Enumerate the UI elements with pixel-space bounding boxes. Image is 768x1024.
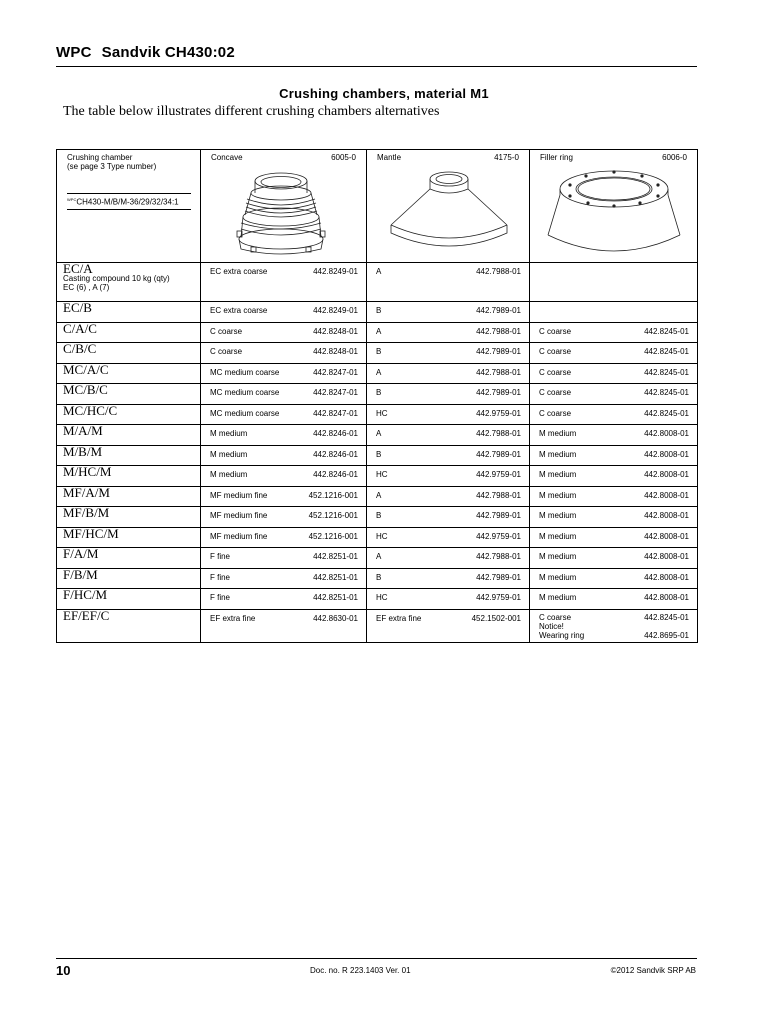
filler-cell xyxy=(530,404,698,425)
filler-ring-illustration xyxy=(540,167,688,259)
header-concave-label: Concave xyxy=(211,153,243,162)
concave-cell xyxy=(201,425,367,446)
table-row xyxy=(57,363,698,384)
filler-type: C coarse xyxy=(539,347,572,356)
concave-part-number: 442.8249-01 xyxy=(313,306,358,315)
document-number: Doc. no. R 223.1403 Ver. 01 xyxy=(310,966,411,975)
casting-compound-qty: EC (6) , A (7) xyxy=(63,283,110,292)
mantle-part-number: 442.7989-01 xyxy=(476,388,521,397)
concave-part-number: 442.8246-01 xyxy=(313,449,358,459)
concave-type: C coarse xyxy=(210,326,243,336)
filler-type: C coarse xyxy=(539,612,572,622)
chamber-code: MC/HC/C xyxy=(63,402,118,418)
chamber-code-cell xyxy=(57,343,201,364)
table-row xyxy=(57,548,698,569)
concave-type: EC extra coarse xyxy=(210,267,268,276)
mantle-part-number: 442.7989-01 xyxy=(476,347,521,356)
chamber-code: MF/HC/M xyxy=(63,525,119,541)
filler-type: M medium xyxy=(539,552,577,561)
type-number xyxy=(67,193,191,210)
mantle-type: B xyxy=(376,306,382,315)
concave-part-number: 442.8246-01 xyxy=(313,429,358,438)
concave-part-number: 452.1216-001 xyxy=(308,490,358,500)
page-title: Crushing chambers, material M1 xyxy=(279,86,489,101)
mantle-cell xyxy=(367,548,530,569)
filler-notice: Notice! xyxy=(539,621,564,631)
chamber-code-cell xyxy=(57,609,201,642)
concave-cell xyxy=(201,486,367,507)
mantle-part-number: 442.7988-01 xyxy=(476,367,521,377)
table-row xyxy=(57,589,698,610)
header-mantle-cell xyxy=(367,150,530,263)
filler-part-number: 442.8245-01 xyxy=(644,326,689,336)
mantle-type: HC xyxy=(376,470,388,479)
mantle-illustration xyxy=(377,167,522,259)
chamber-code: M/B/M xyxy=(63,443,103,459)
mantle-cell xyxy=(367,363,530,384)
concave-cell xyxy=(201,363,367,384)
chamber-code-cell xyxy=(57,404,201,425)
mantle-part-number: 442.9759-01 xyxy=(476,531,521,541)
filler-type: M medium xyxy=(539,429,577,438)
table-row xyxy=(57,263,698,302)
filler-type: M medium xyxy=(539,593,577,602)
header-rule xyxy=(56,66,697,67)
filler-part-number: 442.8008-01 xyxy=(644,552,689,561)
concave-type: M medium xyxy=(210,429,248,438)
concave-type: EF extra fine xyxy=(210,613,256,623)
concave-type: EC extra coarse xyxy=(210,306,268,315)
mantle-cell xyxy=(367,609,530,642)
table-header-row xyxy=(57,150,698,263)
filler-type: M medium xyxy=(539,511,577,520)
concave-part-number: 442.8249-01 xyxy=(313,267,358,276)
filler-type: C coarse xyxy=(539,388,572,397)
mantle-part-number: 442.7988-01 xyxy=(476,429,521,438)
header-concave-cell xyxy=(201,150,367,263)
filler-cell xyxy=(530,507,698,528)
mantle-type: A xyxy=(376,367,382,377)
mantle-part-number: 442.7988-01 xyxy=(476,490,521,500)
filler-part-number: 442.8008-01 xyxy=(644,511,689,520)
chamber-code: MF/A/M xyxy=(63,484,110,500)
concave-cell xyxy=(201,302,367,323)
concave-part-number: 442.8248-01 xyxy=(313,347,358,356)
footer-rule xyxy=(56,958,697,959)
concave-part-number: 442.8246-01 xyxy=(313,470,358,479)
concave-type: F fine xyxy=(210,552,231,561)
filler-cell xyxy=(530,548,698,569)
concave-cell xyxy=(201,404,367,425)
chamber-code-cell xyxy=(57,486,201,507)
filler-part-number: 442.8245-01 xyxy=(644,347,689,356)
mantle-cell xyxy=(367,466,530,487)
chamber-code-cell xyxy=(57,263,201,302)
mantle-type: B xyxy=(376,347,382,356)
concave-type: MC medium coarse xyxy=(210,367,280,377)
filler-part-number: 442.8245-01 xyxy=(644,388,689,397)
chamber-code: F/B/M xyxy=(63,566,98,582)
chamber-code: M/A/M xyxy=(63,423,103,438)
header-model: Sandvik CH430:02 xyxy=(101,44,235,61)
concave-type: F fine xyxy=(210,593,231,602)
header-concave-number: 6005-0 xyxy=(331,153,356,162)
table-row xyxy=(57,507,698,528)
table-row xyxy=(57,609,698,642)
mantle-cell xyxy=(367,384,530,405)
mantle-type: HC xyxy=(376,593,388,602)
wearing-ring-label: Wearing ring xyxy=(539,630,585,640)
type-number-prefix: WPC xyxy=(67,197,77,202)
wearing-ring-part-number: 442.8695-01 xyxy=(644,630,689,640)
filler-type: C coarse xyxy=(539,326,572,336)
header-chamber-label: Crushing chamber xyxy=(67,153,133,162)
filler-part-number: 442.8008-01 xyxy=(644,490,689,500)
page-header xyxy=(56,44,235,61)
mantle-type: A xyxy=(376,267,382,276)
concave-type: M medium xyxy=(210,449,248,459)
filler-type: M medium xyxy=(539,449,577,459)
table-row xyxy=(57,425,698,446)
concave-type: C coarse xyxy=(210,347,243,356)
filler-part-number: 442.8008-01 xyxy=(644,593,689,602)
filler-type: C coarse xyxy=(539,367,572,377)
filler-cell xyxy=(530,609,698,642)
header-filler-cell xyxy=(530,150,698,263)
concave-type: F fine xyxy=(210,572,231,582)
type-number-value: CH430-M/B/M-36/29/32/34:1 xyxy=(76,197,179,207)
mantle-part-number: 442.7988-01 xyxy=(476,326,521,336)
concave-type: MF medium fine xyxy=(210,490,268,500)
table-row xyxy=(57,343,698,364)
chamber-code: F/HC/M xyxy=(63,587,108,602)
mantle-type: B xyxy=(376,572,382,582)
mantle-cell xyxy=(367,507,530,528)
concave-cell xyxy=(201,548,367,569)
chamber-code-cell xyxy=(57,363,201,384)
concave-cell xyxy=(201,609,367,642)
concave-type: MF medium fine xyxy=(210,531,268,541)
chamber-code-cell xyxy=(57,302,201,323)
header-chamber-ref: (se page 3 Type number) xyxy=(67,162,157,171)
table-row xyxy=(57,404,698,425)
filler-cell xyxy=(530,589,698,610)
concave-part-number: 442.8251-01 xyxy=(313,572,358,582)
filler-part-number: 442.8008-01 xyxy=(644,531,689,541)
filler-part-number: 442.8008-01 xyxy=(644,449,689,459)
filler-part-number: 442.8008-01 xyxy=(644,429,689,438)
header-mantle-number: 4175-0 xyxy=(494,153,519,162)
concave-cell xyxy=(201,589,367,610)
table-row xyxy=(57,322,698,343)
concave-cell xyxy=(201,384,367,405)
concave-part-number: 452.1216-001 xyxy=(308,511,358,520)
chamber-code-cell xyxy=(57,507,201,528)
concave-type: MC medium coarse xyxy=(210,408,280,418)
filler-cell xyxy=(530,302,698,323)
concave-part-number: 442.8248-01 xyxy=(313,326,358,336)
concave-type: MC medium coarse xyxy=(210,388,280,397)
concave-cell xyxy=(201,322,367,343)
filler-cell xyxy=(530,322,698,343)
mantle-cell xyxy=(367,589,530,610)
concave-part-number: 452.1216-001 xyxy=(308,531,358,541)
crushing-chambers-table xyxy=(56,149,698,643)
filler-cell xyxy=(530,384,698,405)
mantle-type: A xyxy=(376,429,382,438)
header-brand: WPC xyxy=(56,44,92,61)
table-row xyxy=(57,302,698,323)
mantle-type: B xyxy=(376,449,382,459)
concave-part-number: 442.8247-01 xyxy=(313,388,358,397)
filler-cell xyxy=(530,527,698,548)
chamber-code-cell xyxy=(57,466,201,487)
filler-type: C coarse xyxy=(539,408,572,418)
table-row xyxy=(57,486,698,507)
mantle-cell xyxy=(367,302,530,323)
mantle-part-number: 442.7989-01 xyxy=(476,306,521,315)
intro-text: The table below illustrates different crushing chambers alternatives xyxy=(63,104,440,119)
concave-cell xyxy=(201,343,367,364)
mantle-part-number: 452.1502-001 xyxy=(471,613,521,623)
copyright: ©2012 Sandvik SRP AB xyxy=(610,966,696,975)
chamber-code: M/HC/M xyxy=(63,464,112,479)
mantle-part-number: 442.9759-01 xyxy=(476,408,521,418)
concave-part-number: 442.8247-01 xyxy=(313,408,358,418)
concave-cell xyxy=(201,507,367,528)
chamber-code-cell xyxy=(57,548,201,569)
mantle-cell xyxy=(367,445,530,466)
chamber-code: C/B/C xyxy=(63,341,97,356)
concave-cell xyxy=(201,445,367,466)
chamber-code: MF/B/M xyxy=(63,505,110,520)
filler-cell xyxy=(530,486,698,507)
mantle-part-number: 442.7989-01 xyxy=(476,511,521,520)
chamber-code: MC/B/C xyxy=(63,382,108,397)
chamber-code: F/A/M xyxy=(63,546,99,561)
chamber-code: MC/A/C xyxy=(63,361,109,377)
filler-part-number: 442.8008-01 xyxy=(644,572,689,582)
chamber-code-cell xyxy=(57,322,201,343)
filler-type: M medium xyxy=(539,470,577,479)
header-filler-label: Filler ring xyxy=(540,153,573,162)
concave-cell xyxy=(201,263,367,302)
filler-part-number: 442.8245-01 xyxy=(644,367,689,377)
mantle-type: HC xyxy=(376,408,388,418)
mantle-part-number: 442.7989-01 xyxy=(476,572,521,582)
filler-part-number: 442.8245-01 xyxy=(644,408,689,418)
chamber-code-cell xyxy=(57,527,201,548)
table-row xyxy=(57,527,698,548)
filler-cell xyxy=(530,363,698,384)
mantle-type: HC xyxy=(376,531,388,541)
filler-cell xyxy=(530,445,698,466)
chamber-code: EC/B xyxy=(63,300,92,315)
header-filler-number: 6006-0 xyxy=(662,153,687,162)
filler-cell xyxy=(530,263,698,302)
concave-illustration xyxy=(211,167,356,259)
mantle-cell xyxy=(367,263,530,302)
chamber-code: EF/EF/C xyxy=(63,607,110,623)
concave-part-number: 442.8251-01 xyxy=(313,552,358,561)
mantle-part-number: 442.7989-01 xyxy=(476,449,521,459)
mantle-cell xyxy=(367,322,530,343)
chamber-code-cell xyxy=(57,568,201,589)
filler-part-number: 442.8008-01 xyxy=(644,470,689,479)
mantle-part-number: 442.7988-01 xyxy=(476,552,521,561)
concave-part-number: 442.8247-01 xyxy=(313,367,358,377)
header-mantle-label: Mantle xyxy=(377,153,402,162)
filler-cell xyxy=(530,466,698,487)
concave-type: MF medium fine xyxy=(210,511,268,520)
filler-type: M medium xyxy=(539,572,577,582)
chamber-code-cell xyxy=(57,445,201,466)
concave-type: M medium xyxy=(210,470,248,479)
mantle-cell xyxy=(367,343,530,364)
mantle-type: B xyxy=(376,388,382,397)
filler-part-number: 442.8245-01 xyxy=(644,612,689,622)
concave-cell xyxy=(201,466,367,487)
mantle-cell xyxy=(367,568,530,589)
table-row xyxy=(57,445,698,466)
casting-compound-note: Casting compound 10 kg (qty) xyxy=(63,274,170,283)
mantle-type: A xyxy=(376,552,382,561)
concave-part-number: 442.8630-01 xyxy=(313,613,358,623)
filler-cell xyxy=(530,568,698,589)
filler-type: M medium xyxy=(539,490,577,500)
table-row xyxy=(57,384,698,405)
concave-cell xyxy=(201,527,367,548)
mantle-part-number: 442.9759-01 xyxy=(476,593,521,602)
mantle-cell xyxy=(367,425,530,446)
concave-cell xyxy=(201,568,367,589)
chamber-code: EC/A xyxy=(63,261,93,276)
mantle-part-number: 442.9759-01 xyxy=(476,470,521,479)
page-number: 10 xyxy=(56,963,71,978)
mantle-cell xyxy=(367,486,530,507)
chamber-code: C/A/C xyxy=(63,320,97,336)
table-row xyxy=(57,466,698,487)
mantle-cell xyxy=(367,527,530,548)
header-chamber-cell xyxy=(57,150,201,263)
chamber-code-cell xyxy=(57,589,201,610)
chamber-code-cell xyxy=(57,425,201,446)
filler-cell xyxy=(530,425,698,446)
filler-type: M medium xyxy=(539,531,577,541)
mantle-type: EF extra fine xyxy=(376,613,422,623)
mantle-cell xyxy=(367,404,530,425)
filler-cell xyxy=(530,343,698,364)
chamber-code-cell xyxy=(57,384,201,405)
mantle-type: B xyxy=(376,511,382,520)
concave-part-number: 442.8251-01 xyxy=(313,593,358,602)
mantle-type: A xyxy=(376,490,382,500)
mantle-type: A xyxy=(376,326,382,336)
table-row xyxy=(57,568,698,589)
mantle-part-number: 442.7988-01 xyxy=(476,267,521,276)
